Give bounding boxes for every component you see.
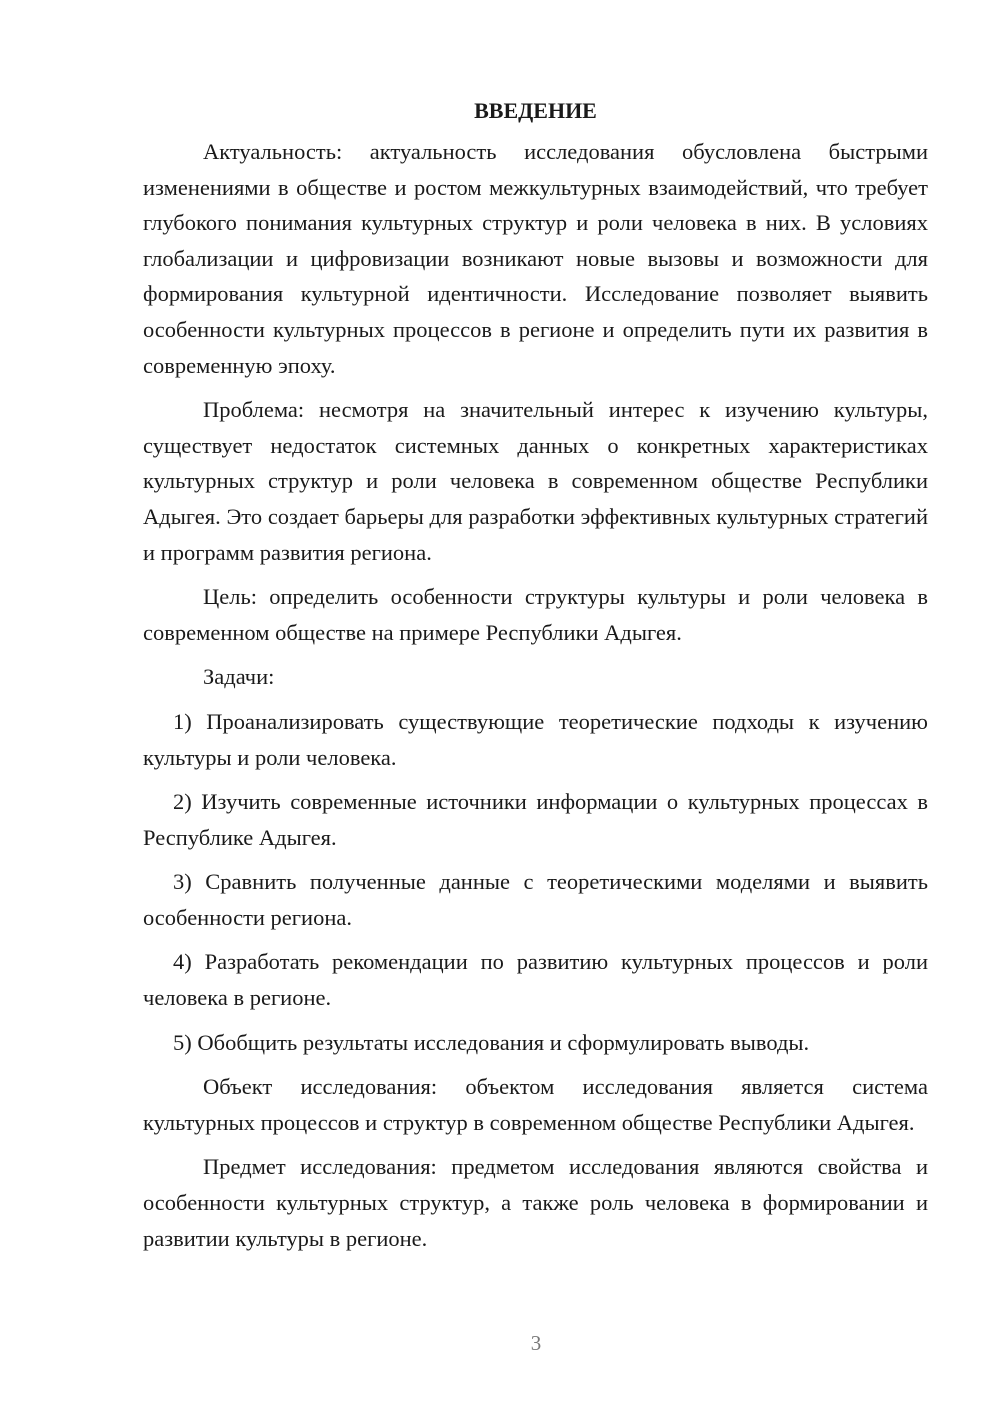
task-item: 1) Проанализировать существующие теоретические подходы к изучению культуры и роли человека. <box>143 708 928 770</box>
task-item: 5) Обобщить результаты исследования и сформулировать выводы. <box>173 1029 810 1055</box>
task-item: 4) Разработать рекомендации по развитию культурных процессов и роли человека в регионе. <box>143 949 928 1011</box>
relevance-paragraph: Актуальность: актуальность исследования обусловлена быстрыми изменениями в обществе и ростом межкультурных взаимодействий, что требует глубокого понимания культурных структур и роли человека в них. В условиях глобализации и цифровизации возникают новые вызовы и возможности для формирования культурной идентичности. Исследование позволяет выявить особенности культурных процессов в регионе и определить пути их развития в современную эпоху. <box>143 139 928 378</box>
tasks-heading: Задачи: <box>203 664 275 690</box>
task-item: 2) Изучить современные источники информации о культурных процессах в Республике Адыгея. <box>143 789 928 850</box>
problem-paragraph: Проблема: несмотря на значительный интерес к изучению культуры, существует недостаток системных данных о конкретных характеристиках культурных структур и роли человека в современном обществе Республики Адыгея. Это создает барьеры для разработки эффективных культурных стратегий и программ развития региона. <box>143 397 928 565</box>
goal-paragraph: Цель: определить особенности структуры культуры и роли человека в современном обществе на примере Республики Адыгея. <box>143 584 928 645</box>
subject-paragraph: Предмет исследования: предметом исследования являются свойства и особенности культурных структур, а также роль человека в формировании и развитии культуры в регионе. <box>143 1154 928 1251</box>
task-item: 3) Сравнить полученные данные с теоретическими моделями и выявить особенности региона. <box>143 869 928 930</box>
object-paragraph: Объект исследования: объектом исследования является система культурных процессов и структур в современном обществе Республики Адыгея. <box>143 1074 928 1135</box>
document-page <box>143 94 928 1265</box>
section-title: ВВЕДЕНИЕ <box>474 98 597 123</box>
page-number: 3 <box>530 1331 542 1355</box>
